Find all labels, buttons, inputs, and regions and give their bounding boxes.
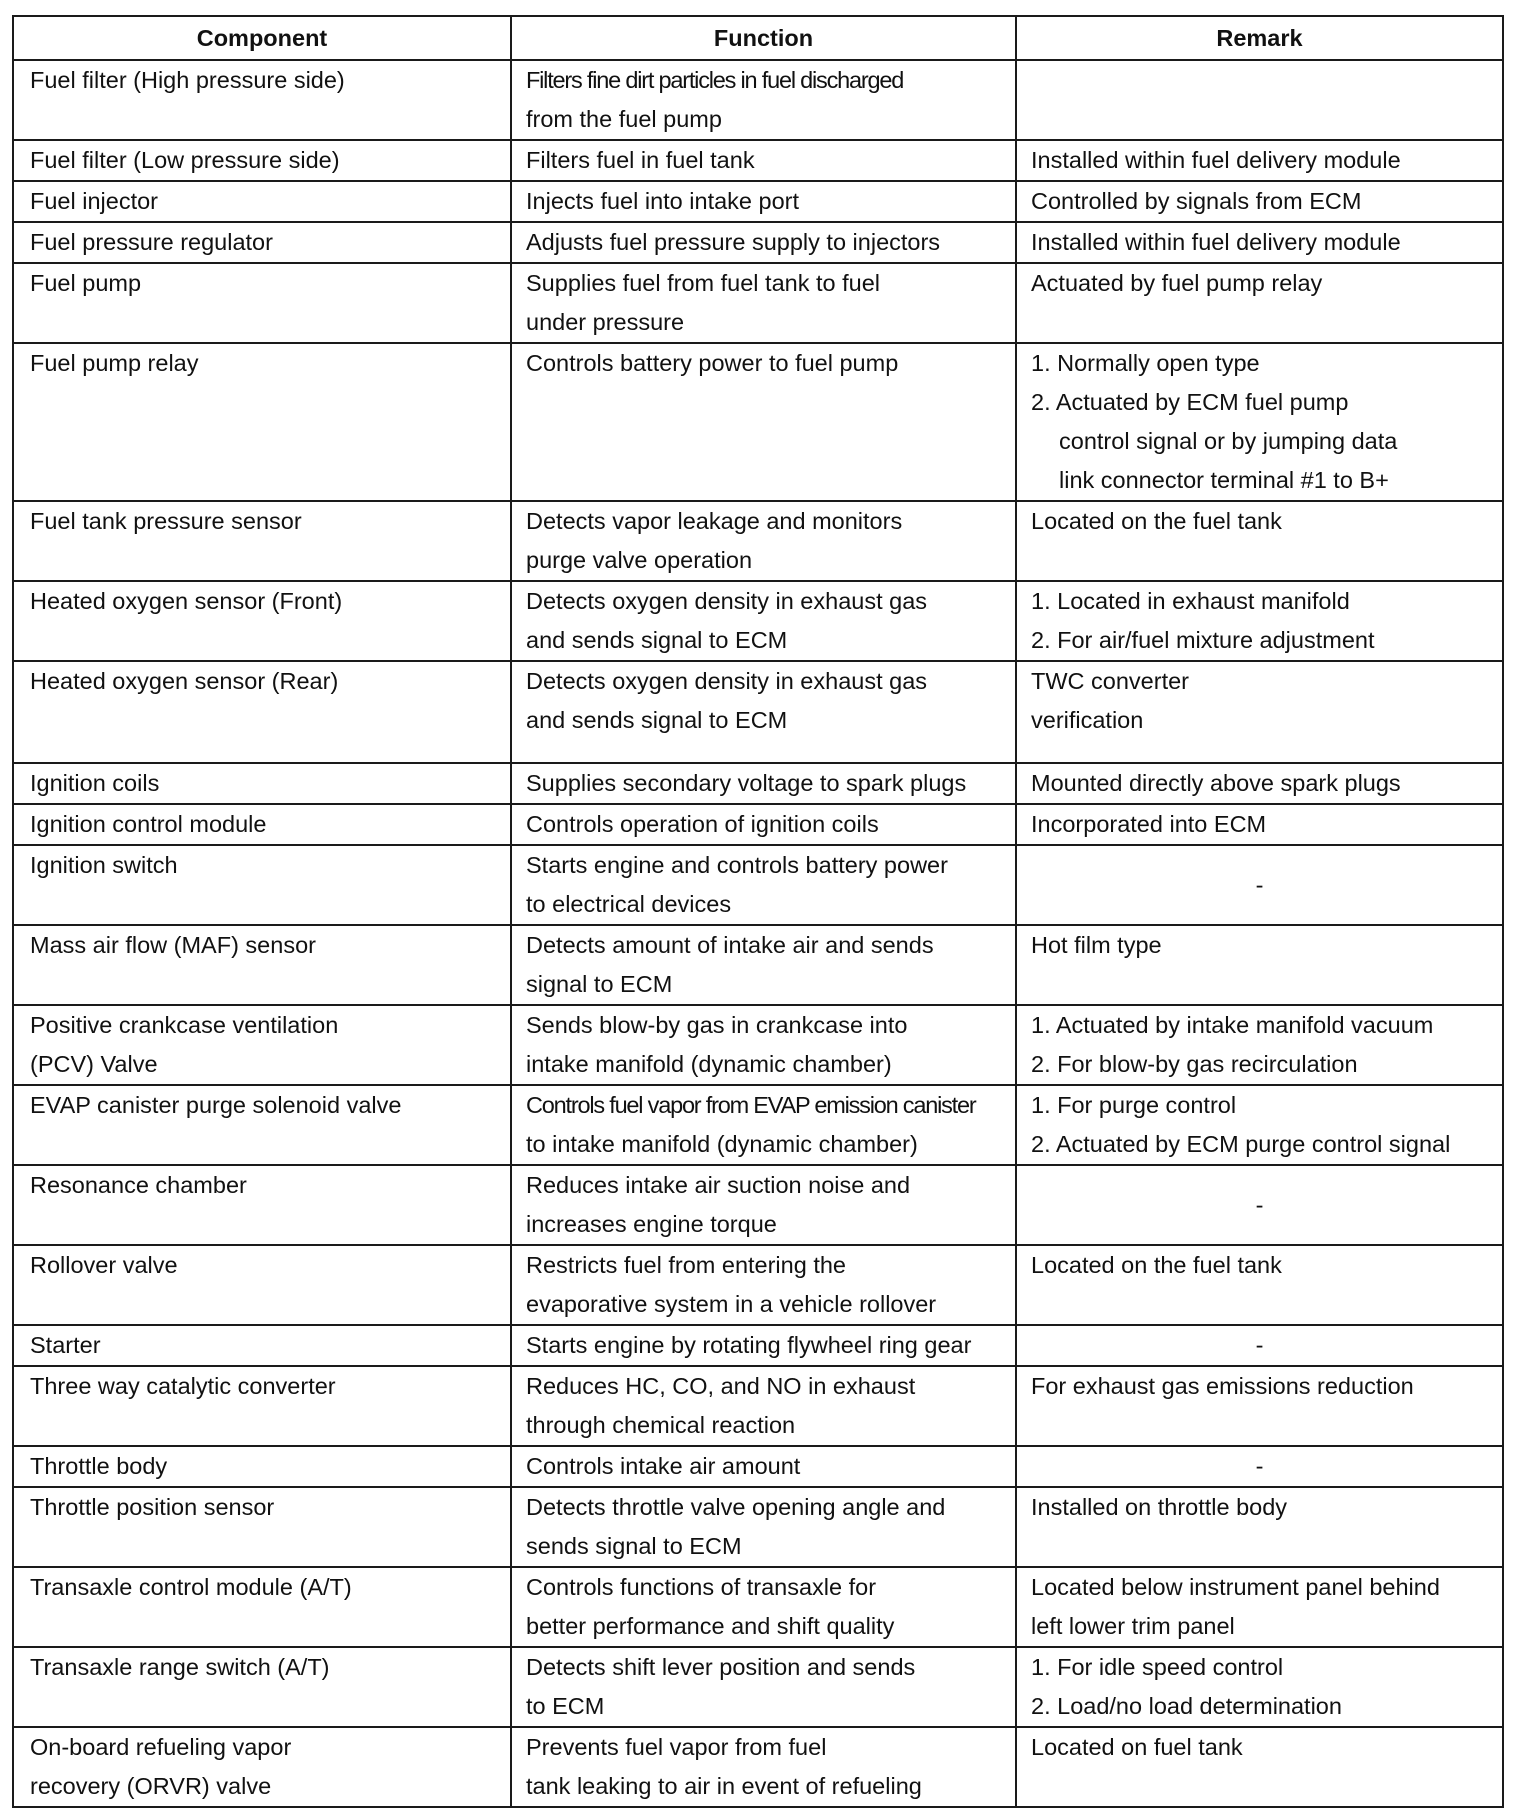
function-line: Detects oxygen density in exhaust gas [526,668,928,694]
component-line: Three way catalytic converter [30,1373,336,1399]
component-cell [13,1647,511,1727]
component-cell [13,1567,511,1647]
remark-cell [1016,501,1503,581]
component-cell [13,1446,511,1487]
table-row [13,1325,1503,1366]
component-line: recovery (ORVR) valve [30,1773,272,1799]
remark-cell [1016,763,1503,804]
remark-cell [1016,1567,1503,1647]
function-cell [511,661,1016,763]
function-line: Starts engine by rotating flywheel ring gear [526,1332,972,1358]
function-line: evaporative system in a vehicle rollover [526,1291,937,1317]
function-line: better performance and shift quality [526,1613,895,1639]
table-row [13,661,1503,763]
remark-line: - [1255,1191,1264,1218]
function-line: Sends blow-by gas in crankcase into [526,1012,908,1038]
remark-cell [1016,1446,1503,1487]
remark-line: - [1255,871,1264,898]
component-line: Mass air flow (MAF) sensor [30,932,316,958]
function-line: Starts engine and controls battery power [526,852,948,878]
function-cell [511,925,1016,1005]
remark-line: 2. Actuated by ECM fuel pump [1031,389,1349,415]
remark-cell [1016,60,1503,140]
component-cell [13,1366,511,1446]
component-table [12,15,1504,1808]
function-line: Controls functions of transaxle for [526,1574,877,1600]
remark-cell [1016,1487,1503,1567]
function-line: Filters fine dirt particles in fuel discharged [526,67,904,93]
component-line: Ignition switch [30,852,178,878]
function-cell [511,1245,1016,1325]
remark-cell [1016,140,1503,181]
remark-cell [1016,661,1503,763]
function-cell [511,1005,1016,1085]
remark-line: left lower trim panel [1031,1613,1235,1639]
table-row [13,763,1503,804]
component-cell [13,1245,511,1325]
remark-line: control signal or by jumping data [1059,428,1398,454]
remark-line: Installed within fuel delivery module [1031,229,1401,255]
table-row [13,222,1503,263]
remark-cell [1016,845,1503,925]
function-line: Prevents fuel vapor from fuel [526,1734,827,1760]
remark-line: link connector terminal #1 to B+ [1059,467,1389,493]
function-cell [511,763,1016,804]
component-line: Rollover valve [30,1252,178,1278]
remark-line: Mounted directly above spark plugs [1031,770,1401,796]
function-line: Controls intake air amount [526,1453,801,1479]
component-cell [13,661,511,763]
function-cell [511,60,1016,140]
function-cell [511,343,1016,501]
function-cell [511,804,1016,845]
function-line: signal to ECM [526,971,673,997]
remark-cell [1016,263,1503,343]
function-line: Detects amount of intake air and sends [526,932,934,958]
header-row [13,16,1503,60]
table-row [13,1567,1503,1647]
function-line: Detects throttle valve opening angle and [526,1494,946,1520]
remark-cell [1016,1085,1503,1165]
function-cell [511,581,1016,661]
function-cell [511,263,1016,343]
function-line: Controls battery power to fuel pump [526,350,899,376]
remark-line: For exhaust gas emissions reduction [1031,1373,1414,1399]
function-line: Detects vapor leakage and monitors [526,508,903,534]
function-cell [511,845,1016,925]
component-line: Fuel filter (High pressure side) [30,67,345,93]
table-row [13,1245,1503,1325]
table-row [13,1727,1503,1807]
component-cell [13,1005,511,1085]
component-cell [13,763,511,804]
component-line: Fuel filter (Low pressure side) [30,147,340,173]
function-line: intake manifold (dynamic chamber) [526,1051,892,1077]
remark-line: 2. Load/no load determination [1031,1693,1342,1719]
function-cell [511,1165,1016,1245]
remark-cell [1016,1647,1503,1727]
component-line: Ignition control module [30,811,267,837]
component-cell [13,263,511,343]
function-line: to ECM [526,1693,605,1719]
component-line: Fuel injector [30,188,158,214]
table-row [13,1487,1503,1567]
remark-cell [1016,1325,1503,1366]
table-row [13,925,1503,1005]
component-cell [13,60,511,140]
remark-cell [1016,581,1503,661]
remark-line: 2. Actuated by ECM purge control signal [1031,1131,1451,1157]
header-function: Function [511,16,1016,60]
remark-line: Located on fuel tank [1031,1734,1243,1760]
table-row [13,1647,1503,1727]
function-line: from the fuel pump [526,106,722,132]
function-line: Supplies secondary voltage to spark plugs [526,770,967,796]
table-row [13,1446,1503,1487]
remark-line: 1. Located in exhaust manifold [1031,588,1350,614]
remark-cell [1016,1366,1503,1446]
function-cell [511,1567,1016,1647]
remark-cell [1016,1165,1503,1245]
remark-cell [1016,1245,1503,1325]
table-body [13,60,1503,1807]
remark-cell [1016,343,1503,501]
function-cell [511,1647,1016,1727]
function-line: purge valve operation [526,547,753,573]
remark-cell [1016,181,1503,222]
table-row [13,1165,1503,1245]
table-row [13,181,1503,222]
component-cell [13,925,511,1005]
component-line: Transaxle range switch (A/T) [30,1654,330,1680]
component-cell [13,1727,511,1807]
function-line: Detects shift lever position and sends [526,1654,916,1680]
component-line: Positive crankcase ventilation [30,1012,339,1038]
remark-line: 1. Normally open type [1031,350,1260,376]
remark-line: TWC converter [1031,668,1189,694]
remark-line: Located below instrument panel behind [1031,1574,1440,1600]
component-cell [13,581,511,661]
function-cell [511,1325,1016,1366]
component-cell [13,804,511,845]
component-cell [13,1487,511,1567]
remark-line: Controlled by signals from ECM [1031,188,1362,214]
function-line: Detects oxygen density in exhaust gas [526,588,928,614]
table-row [13,343,1503,501]
function-cell [511,1446,1016,1487]
remark-line: Actuated by fuel pump relay [1031,270,1323,296]
component-line: Throttle position sensor [30,1494,275,1520]
remark-line: Hot film type [1031,932,1162,958]
remark-line: 2. For blow-by gas recirculation [1031,1051,1358,1077]
remark-cell [1016,222,1503,263]
component-cell [13,501,511,581]
function-line: and sends signal to ECM [526,707,788,733]
function-line: sends signal to ECM [526,1533,742,1559]
component-cell [13,181,511,222]
component-line: Fuel pressure regulator [30,229,273,255]
component-cell [13,1165,511,1245]
function-line: under pressure [526,309,685,335]
component-line: (PCV) Valve [30,1051,158,1077]
function-line: through chemical reaction [526,1412,796,1438]
component-line: Heated oxygen sensor (Front) [30,588,343,614]
table-row [13,804,1503,845]
component-line: Fuel pump relay [30,350,199,376]
function-line: Reduces HC, CO, and NO in exhaust [526,1373,916,1399]
remark-cell [1016,1727,1503,1807]
component-line: Starter [30,1332,101,1358]
remark-line: Located on the fuel tank [1031,508,1282,534]
remark-cell [1016,1005,1503,1085]
component-cell [13,1085,511,1165]
function-line: tank leaking to air in event of refueling [526,1773,922,1799]
component-cell [13,343,511,501]
table-row [13,140,1503,181]
function-line: Injects fuel into intake port [526,188,800,214]
header-component: Component [13,16,511,60]
function-cell [511,1085,1016,1165]
function-line: Reduces intake air suction noise and [526,1172,911,1198]
table-row [13,1005,1503,1085]
component-cell [13,845,511,925]
remark-line: Incorporated into ECM [1031,811,1267,837]
table-row [13,581,1503,661]
remark-line: Located on the fuel tank [1031,1252,1282,1278]
function-cell [511,1727,1016,1807]
function-cell [511,181,1016,222]
table-row [13,501,1503,581]
function-line: to electrical devices [526,891,732,917]
component-cell [13,140,511,181]
function-line: to intake manifold (dynamic chamber) [526,1131,918,1157]
function-line: Supplies fuel from fuel tank to fuel [526,270,881,296]
component-line: Resonance chamber [30,1172,247,1198]
component-line: On-board refueling vapor [30,1734,292,1760]
component-cell [13,1325,511,1366]
component-line: EVAP canister purge solenoid valve [30,1092,402,1118]
remark-cell [1016,925,1503,1005]
function-line: Filters fuel in fuel tank [526,147,755,173]
remark-line: 1. For purge control [1031,1092,1237,1118]
function-cell [511,222,1016,263]
function-cell [511,501,1016,581]
function-cell [511,1487,1016,1567]
table-row [13,1085,1503,1165]
function-line: increases engine torque [526,1211,777,1237]
component-line: Ignition coils [30,770,160,796]
remark-line: - [1255,1332,1264,1358]
component-line: Heated oxygen sensor (Rear) [30,668,339,694]
remark-line: verification [1031,707,1144,733]
remark-line: 2. For air/fuel mixture adjustment [1031,627,1375,653]
function-cell [511,1366,1016,1446]
component-line: Fuel pump [30,270,142,296]
function-cell [511,140,1016,181]
function-line: Controls fuel vapor from EVAP emission canister [526,1092,976,1118]
remark-line: Installed within fuel delivery module [1031,147,1401,173]
remark-line: Installed on throttle body [1031,1494,1288,1520]
table-row [13,1366,1503,1446]
header-remark: Remark [1016,16,1503,60]
remark-line: - [1255,1453,1264,1479]
table-row [13,845,1503,925]
remark-line: 1. For idle speed control [1031,1654,1284,1680]
remark-line: 1. Actuated by intake manifold vacuum [1031,1012,1434,1038]
component-cell [13,222,511,263]
component-line: Throttle body [30,1453,168,1479]
function-line: and sends signal to ECM [526,627,788,653]
function-line: Restricts fuel from entering the [526,1252,846,1278]
table-row [13,263,1503,343]
component-line: Transaxle control module (A/T) [30,1574,352,1600]
function-line: Controls operation of ignition coils [526,811,879,837]
table-row [13,60,1503,140]
function-line: Adjusts fuel pressure supply to injectors [526,229,941,255]
remark-cell [1016,804,1503,845]
component-line: Fuel tank pressure sensor [30,508,302,534]
